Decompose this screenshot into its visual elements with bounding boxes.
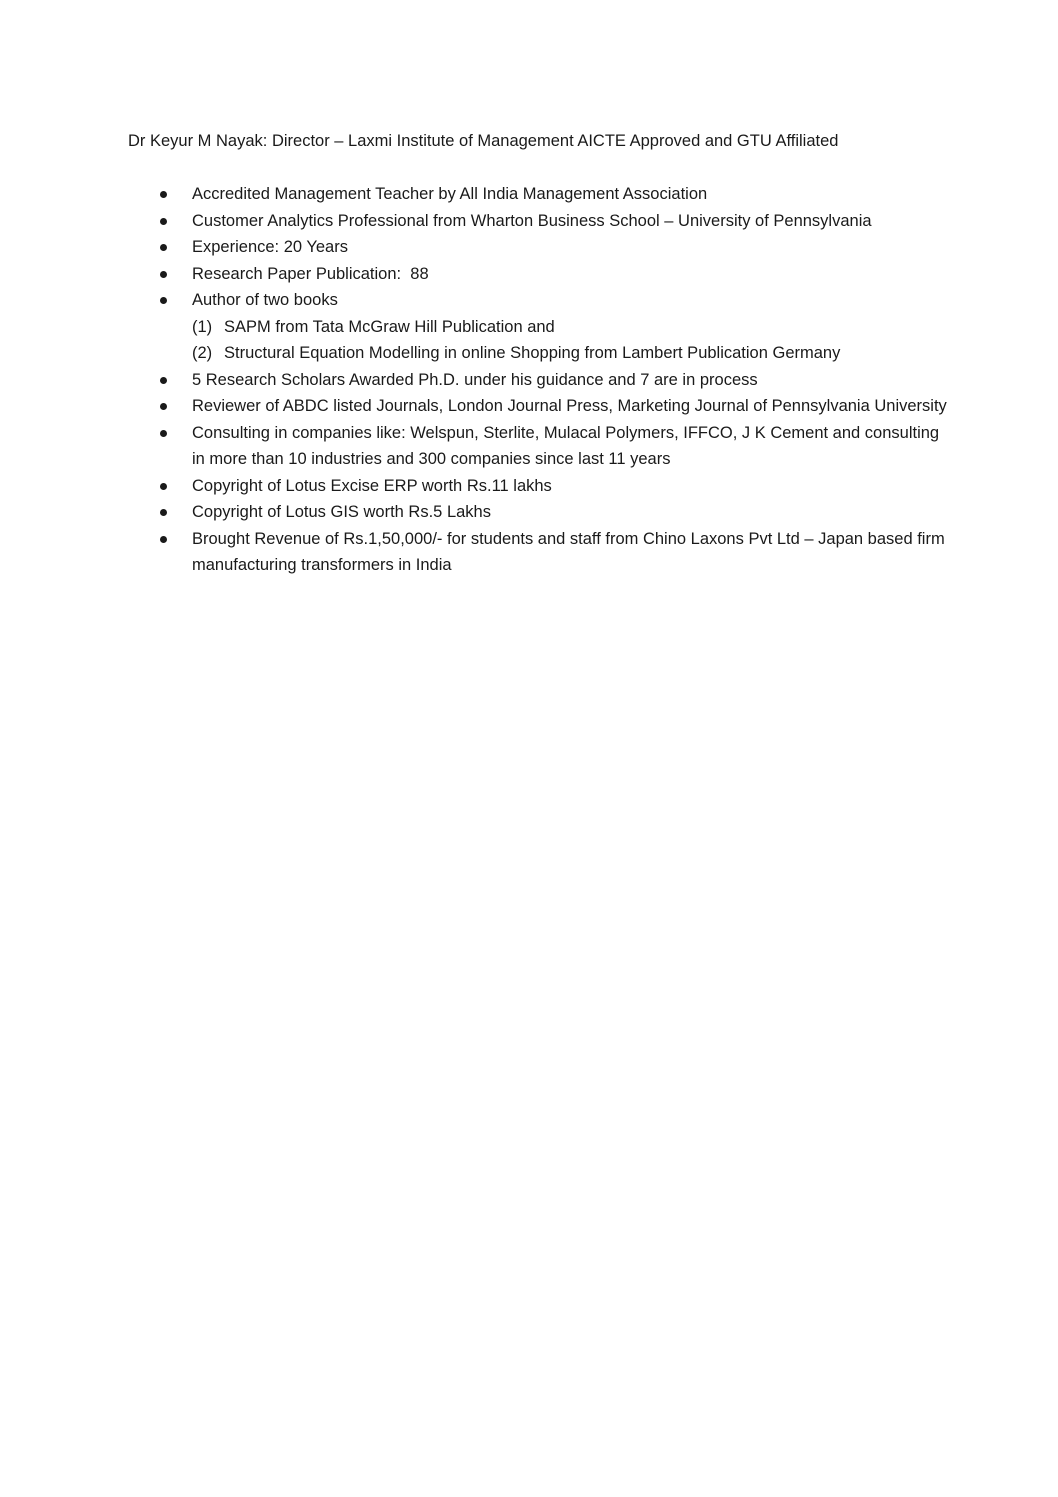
book-number: (1) — [192, 317, 213, 336]
list-item-text: Copyright of Lotus GIS worth Rs.5 Lakhs — [192, 503, 491, 521]
list-item — [0, 208, 1058, 235]
list-item-text: Research Paper Publication: 88 — [192, 264, 429, 283]
book-title: SAPM from Tata McGraw Hill Publication and — [224, 317, 555, 336]
bullet-icon — [160, 430, 167, 437]
book-number: (2) — [192, 344, 213, 362]
list-item-text: Accredited Management Teacher by All India Management Association — [192, 185, 708, 203]
bullet-icon — [160, 271, 167, 278]
books-sublist — [192, 314, 948, 367]
bullet-icon — [160, 509, 167, 516]
book-item — [192, 340, 948, 367]
list-item-text: Reviewer of ABDC listed Journals, London Journal Press, Marketing Journal of Pennsylvania University — [192, 397, 947, 415]
bullet-icon — [160, 377, 167, 384]
list-item — [0, 287, 1058, 367]
list-item-text: Brought Revenue of Rs.1,50,000/- for students and staff from Chino Laxons Pvt Ltd – Japan based firm manufacturing transformers in India — [192, 529, 945, 574]
list-item — [0, 473, 1058, 500]
document-heading: Dr Keyur M Nayak: Director – Laxmi Institute of Management AICTE Approved and GTU Affiliated — [128, 132, 839, 150]
bullet-icon — [160, 536, 167, 543]
bullet-icon — [160, 244, 167, 251]
bullet-icon — [160, 403, 167, 410]
list-item — [0, 234, 1058, 261]
list-item-text: Copyright of Lotus Excise ERP worth Rs.11 lakhs — [192, 476, 552, 495]
book-item — [192, 314, 948, 341]
list-item-text: 5 Research Scholars Awarded Ph.D. under his guidance and 7 are in process — [192, 370, 758, 389]
bullet-icon — [160, 218, 167, 225]
bullet-icon — [160, 483, 167, 490]
bullet-icon — [160, 297, 167, 304]
list-item — [0, 526, 1058, 579]
profile-bullet-list — [0, 181, 1058, 579]
list-item — [0, 181, 1058, 208]
list-item-text: Author of two books — [192, 291, 338, 309]
list-item-text: Consulting in companies like: Welspun, Sterlite, Mulacal Polymers, IFFCO, J K Cement and consulting in more than 10 industries and 300 companies since last 11 years — [192, 423, 953, 468]
book-title: Structural Equation Modelling in online Shopping from Lambert Publication Germany — [224, 344, 841, 362]
list-item — [0, 499, 1058, 526]
list-item-text: Customer Analytics Professional from Wharton Business School – University of Pennsylvania — [192, 211, 872, 230]
list-item — [0, 393, 1058, 420]
bullet-icon — [160, 191, 167, 198]
list-item-text: Experience: 20 Years — [192, 238, 348, 256]
list-item — [0, 420, 1058, 473]
list-item — [0, 261, 1058, 288]
list-item — [0, 367, 1058, 394]
